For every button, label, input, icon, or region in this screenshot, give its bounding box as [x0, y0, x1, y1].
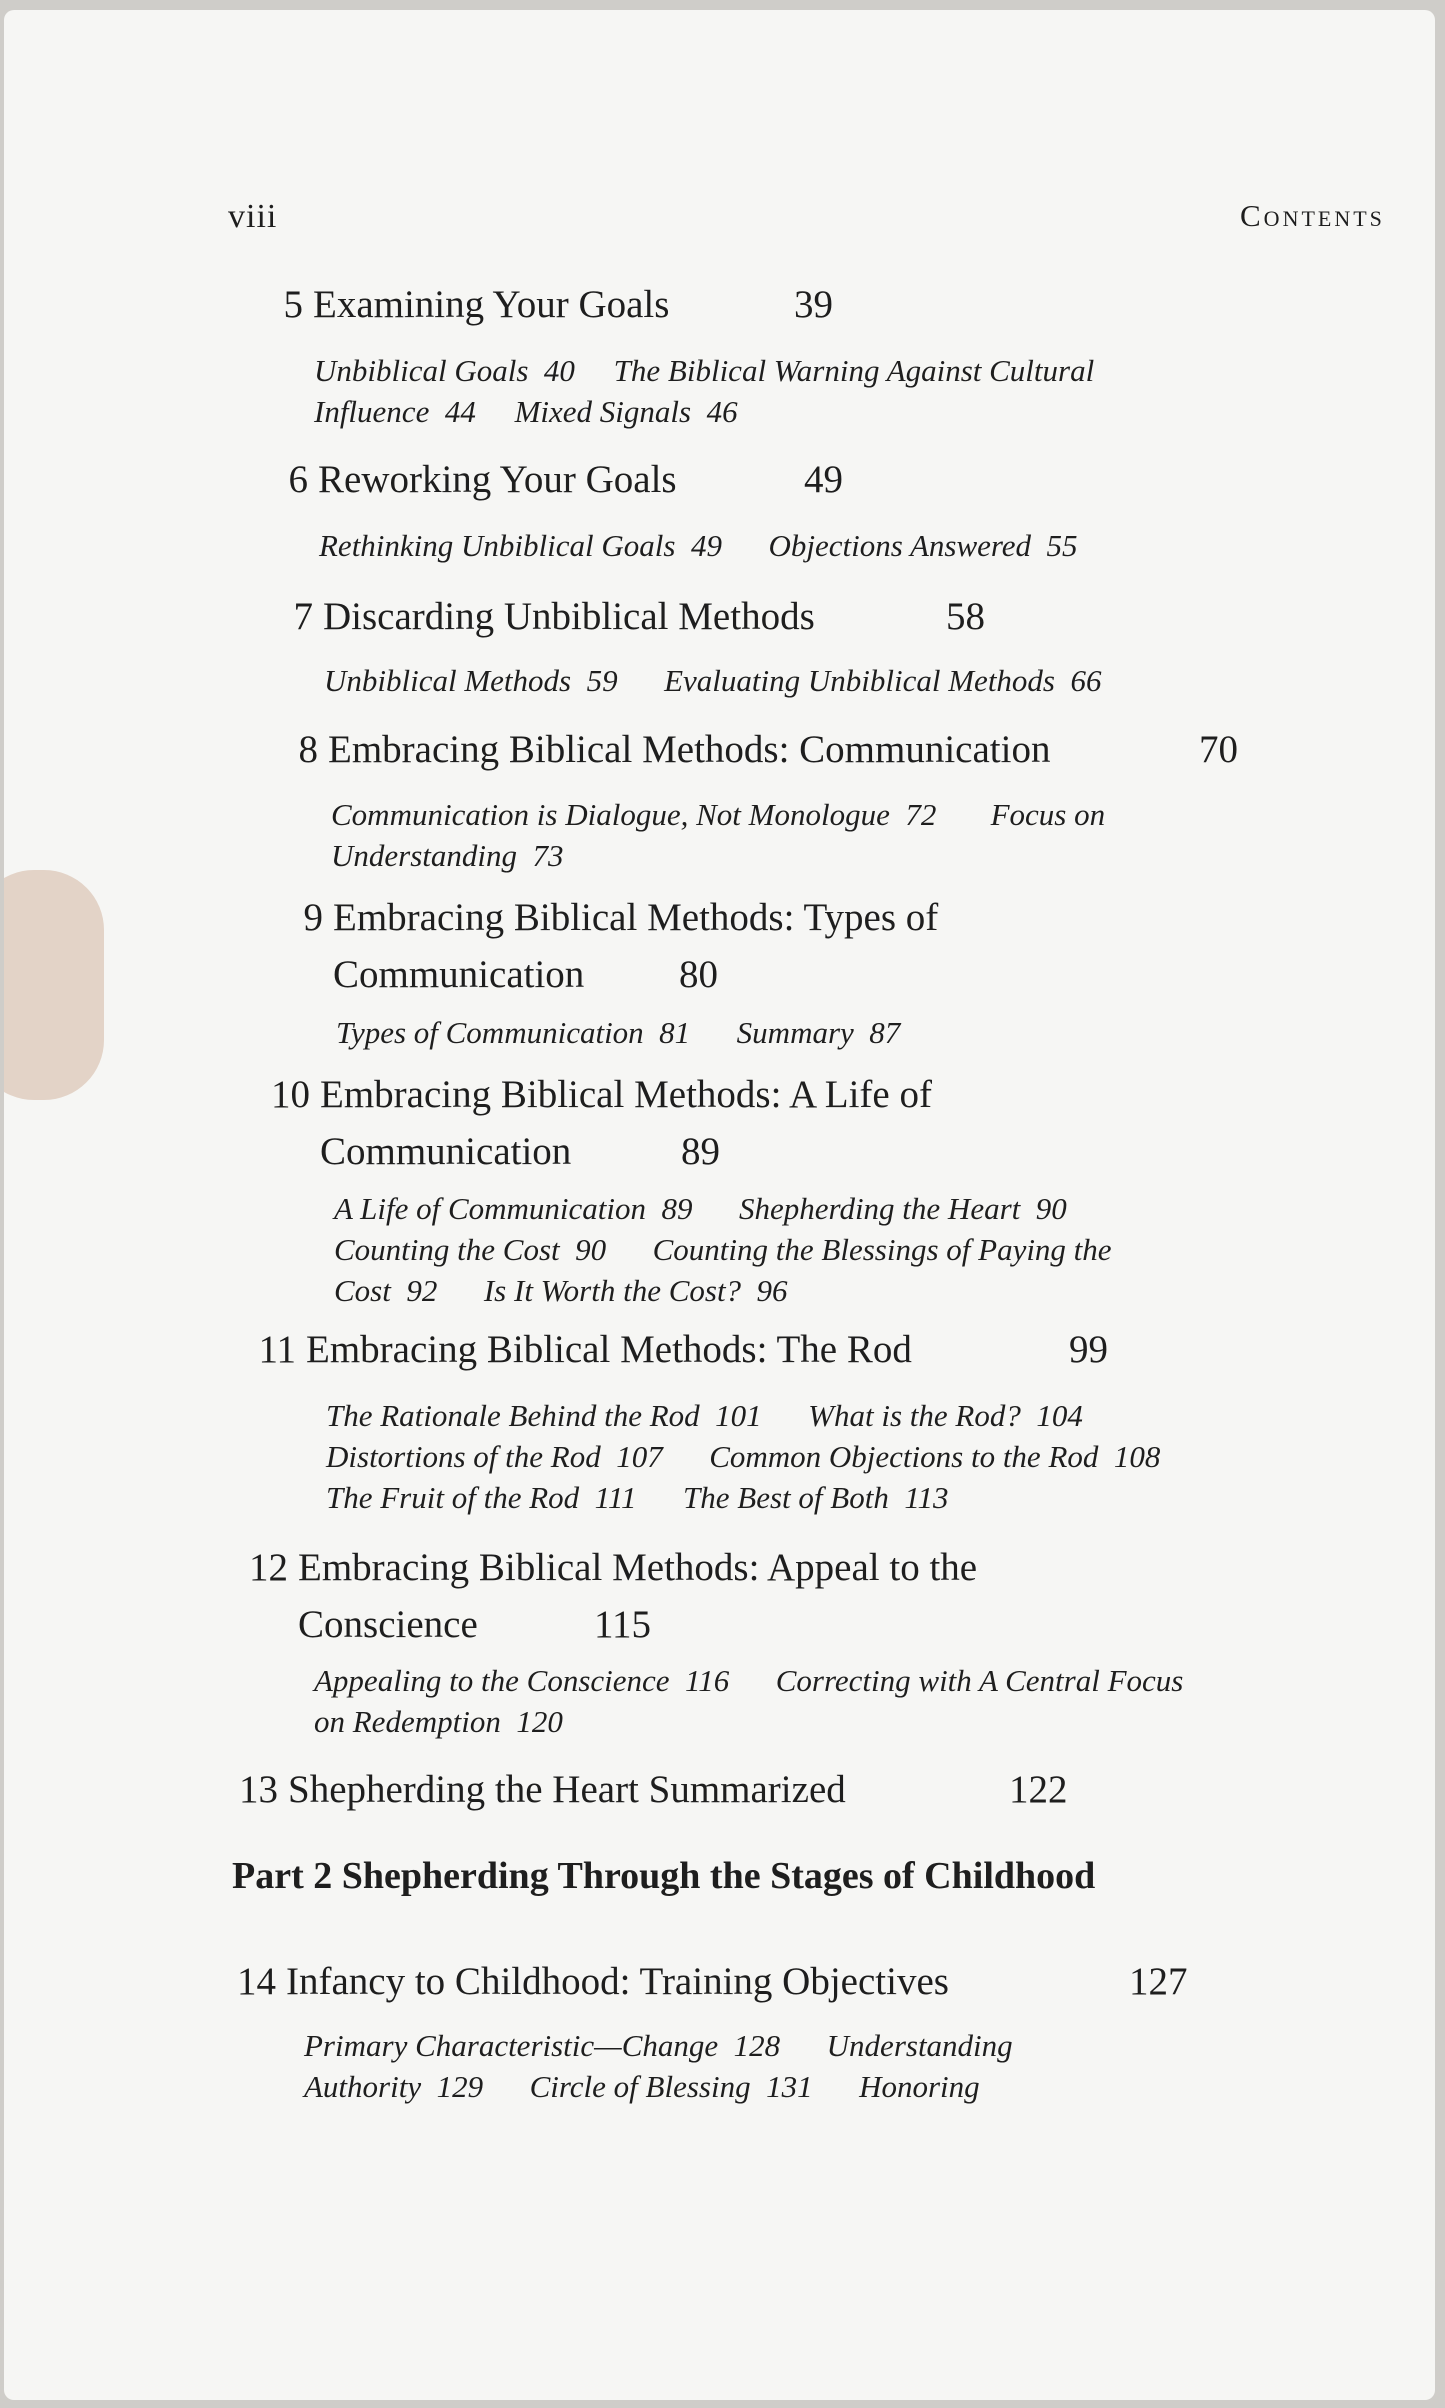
subsection-line: The Fruit of the Rod 111 The Best of Both 113	[326, 1480, 949, 1515]
chapter-title-text: Examining Your Goals	[313, 283, 670, 326]
chapter-page-number: 122	[1009, 1768, 1068, 1811]
chapter-title	[264, 460, 677, 499]
chapter-number: 14	[237, 1960, 276, 2003]
chapter-title	[269, 597, 815, 636]
chapter-number: 6	[288, 458, 308, 501]
chapter-page-number: 115	[594, 1603, 652, 1646]
chapter-title-text: Shepherding the Heart Summarized	[288, 1768, 846, 1811]
page-folio: viii	[228, 198, 278, 235]
chapter-title	[244, 1548, 977, 1587]
subsection-line: Understanding 73	[331, 838, 564, 873]
chapter-subsections	[314, 350, 1094, 432]
chapter-title	[274, 730, 1050, 769]
chapter-title-text: Infancy to Childhood: Training Objectives	[286, 1960, 949, 2003]
chapter-title-text: Embracing Biblical Methods: Communication	[328, 728, 1051, 771]
chapter-title	[259, 285, 669, 324]
chapter-title	[266, 1075, 932, 1114]
chapter-number: 8	[298, 728, 318, 771]
chapter-page-number: 127	[1129, 1960, 1188, 2003]
chapter-subsections	[314, 1660, 1183, 1742]
chapter-title-text: Reworking Your Goals	[318, 458, 677, 501]
chapter-number: 7	[293, 595, 313, 638]
chapter-title	[234, 1770, 846, 1809]
chapter-title-text: Embracing Biblical Methods: Types of	[333, 896, 939, 939]
chapter-number: 9	[303, 896, 323, 939]
chapter-number: 5	[283, 283, 303, 326]
chapter-subsections	[304, 2025, 1013, 2107]
chapter-title-text: Discarding Unbiblical Methods	[323, 595, 815, 638]
chapter-subsections	[324, 660, 1102, 701]
chapter-title	[232, 1962, 949, 2001]
thumb	[4, 870, 104, 1100]
chapter-page-number: 70	[1199, 728, 1238, 771]
chapter-number: 11	[258, 1328, 296, 1371]
chapter-title	[279, 898, 938, 937]
subsection-line: Counting the Cost 90 Counting the Blessings of Paying the	[334, 1232, 1112, 1267]
chapter-page-number: 58	[946, 595, 985, 638]
chapter-number: 13	[239, 1768, 278, 1811]
subsection-line: The Rationale Behind the Rod 101 What is the Rod? 104	[326, 1398, 1083, 1433]
chapter-title-cont: Communication	[320, 1130, 572, 1173]
chapter-page-number: 49	[804, 458, 843, 501]
subsection-line: Appealing to the Conscience 116 Correcting with A Central Focus	[314, 1663, 1184, 1698]
chapter-page-number: 99	[1069, 1328, 1108, 1371]
subsection-line: Communication is Dialogue, Not Monologue 72 Focus on	[331, 797, 1106, 832]
chapter-page-number: 80	[679, 953, 718, 996]
chapter-subsections	[319, 525, 1078, 566]
running-head: Contents	[1240, 198, 1385, 233]
chapter-subsections	[336, 1012, 900, 1053]
chapter-subsections	[331, 794, 1105, 876]
subsection-line: Distortions of the Rod 107 Common Objections to the Rod 108	[326, 1439, 1161, 1474]
chapter-title-cont: Communication	[333, 953, 585, 996]
subsection-line: Influence 44 Mixed Signals 46	[314, 394, 738, 429]
book-page	[4, 10, 1435, 2400]
part-heading: Part 2 Shepherding Through the Stages of Childhood	[232, 1855, 1096, 1897]
subsection-line: Unbiblical Methods 59 Evaluating Unbiblical Methods 66	[324, 663, 1102, 698]
subsection-line: Rethinking Unbiblical Goals 49 Objections Answered 55	[319, 528, 1078, 563]
chapter-page-number: 39	[794, 283, 833, 326]
chapter-subsections	[334, 1188, 1112, 1311]
chapter-page-number: 89	[681, 1130, 720, 1173]
chapter-subsections	[326, 1395, 1160, 1518]
subsection-line: Authority 129 Circle of Blessing 131 Honoring	[304, 2069, 980, 2104]
chapter-title-text: Embracing Biblical Methods: The Rod	[306, 1328, 912, 1371]
subsection-line: A Life of Communication 89 Shepherding the Heart 90	[334, 1191, 1067, 1226]
chapter-title-cont: Conscience	[298, 1603, 478, 1646]
subsection-line: Cost 92 Is It Worth the Cost? 96	[334, 1273, 788, 1308]
chapter-number: 12	[249, 1546, 288, 1589]
chapter-number: 10	[271, 1073, 310, 1116]
subsection-line: Primary Characteristic—Change 128 Understanding	[304, 2028, 1013, 2063]
subsection-line: Types of Communication 81 Summary 87	[336, 1015, 901, 1050]
chapter-title	[252, 1330, 912, 1369]
subsection-line: Unbiblical Goals 40 The Biblical Warning Against Cultural	[314, 353, 1095, 388]
subsection-line: on Redemption 120	[314, 1704, 563, 1739]
chapter-title-text: Embracing Biblical Methods: Appeal to the	[298, 1546, 978, 1589]
chapter-title-text: Embracing Biblical Methods: A Life of	[320, 1073, 932, 1116]
